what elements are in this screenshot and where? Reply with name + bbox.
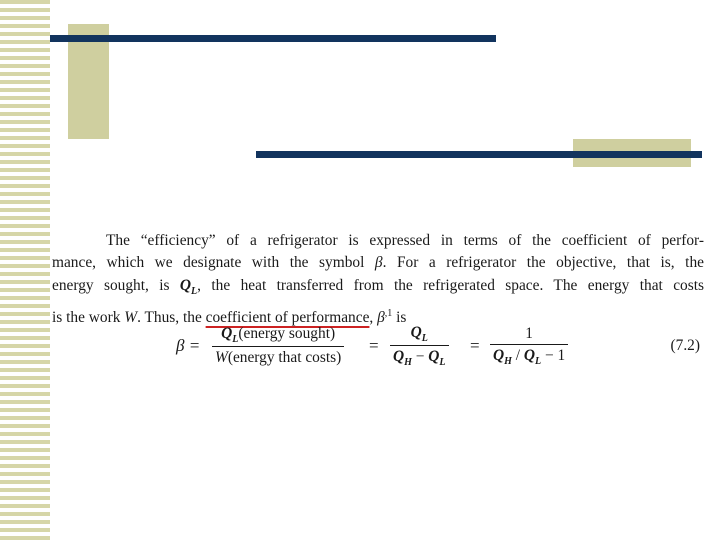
highlighted-term: coefficient of performance <box>205 309 370 327</box>
fraction-1 <box>212 323 344 369</box>
paragraph-line-1: The “efficiency” of a refrigerator is expressed in terms of the coefficient of perfor- <box>106 232 704 249</box>
body-paragraph <box>52 230 704 329</box>
equation-lhs: β = <box>176 336 201 355</box>
paragraph-line-3: energy sought, is $Q_L$, the heat transferred from the refrigerated space. The energy that costs <box>52 276 704 297</box>
fraction-1-denominator: W(energy that costs) <box>215 349 342 367</box>
fraction-2-numerator: $Q_L$ <box>410 323 428 344</box>
decor-bar-top <box>50 35 496 42</box>
fraction-3-numerator: 1 <box>525 324 533 342</box>
paragraph-line-2: mance, which we designate with the symbol β. For a refrigerator the objective, that is, the <box>52 254 704 272</box>
fraction-2 <box>390 323 449 369</box>
decor-bar-middle <box>256 151 702 158</box>
paragraph-line-4: is the work W. Thus, the coefficient of performance, $\beta^{,1}$ is <box>52 307 407 327</box>
fraction-1-numerator: $Q_L(energy$ sought) <box>221 324 336 346</box>
equation-number: (7.2) <box>670 337 700 354</box>
equals-sign-3: = <box>470 336 480 355</box>
equals-sign-2: = <box>369 336 379 355</box>
fraction-3 <box>490 323 568 369</box>
side-stripe-decoration <box>0 0 50 540</box>
fraction-2-denominator: $Q_H - Q_L$ <box>393 348 446 369</box>
fraction-3-denominator: $Q_H / Q_L - 1$ <box>493 346 566 368</box>
equation-7-2 <box>176 323 706 369</box>
